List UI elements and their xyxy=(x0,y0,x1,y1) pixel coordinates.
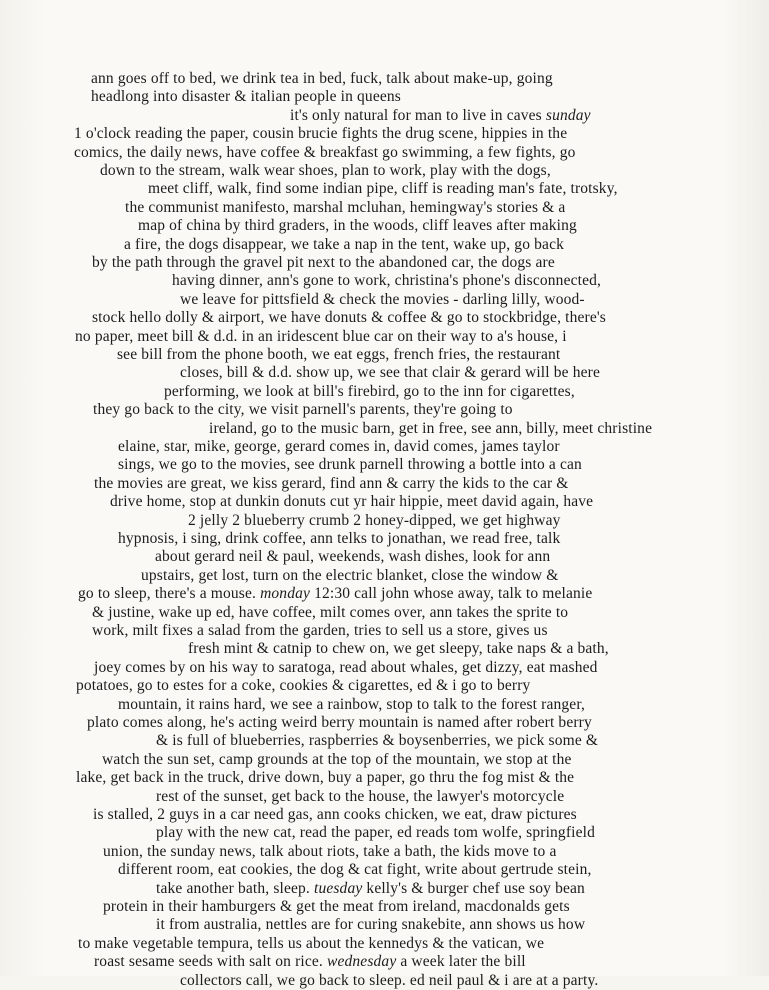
poem-line: 1 o'clock reading the paper, cousin brucie fights the drug scene, hippies in the xyxy=(74,125,568,143)
poem-line: ireland, go to the music barn, get in free, see ann, billy, meet christine xyxy=(209,419,653,437)
poem-line: down to the stream, walk wear shoes, plan to work, play with the dogs, xyxy=(100,162,551,179)
poem-line: lake, get back in the truck, drive down, buy a paper, go thru the fog mist & the xyxy=(76,769,575,787)
poem-line: a fire, the dogs disappear, we take a nap in the tent, wake up, go back xyxy=(124,235,564,253)
poem-line: headlong into disaster & italian people in queens xyxy=(91,88,401,106)
poem-line: joey comes by on his way to saratoga, read about whales, get dizzy, eat mashed xyxy=(94,658,598,676)
poem-line: drive home, stop at dunkin donuts cut yr hair hippie, meet david again, have xyxy=(110,493,594,511)
poem-line: comics, the daily news, have coffee & breakfast go swimming, a few fights, go xyxy=(74,143,576,161)
poem-line: the communist manifesto, marshal mcluhan, hemingway's stories & a xyxy=(125,198,566,216)
poem-line: work, milt fixes a salad from the garden, tries to sell us a store, gives us xyxy=(92,622,548,639)
poem-line: map of china by third graders, in the woods, cliff leaves after making xyxy=(138,217,577,235)
poem-line: upstairs, get lost, turn on the electric blanket, close the window & xyxy=(141,566,559,584)
poem-line: union, the sunday news, talk about riots, take a bath, the kids move to a xyxy=(103,842,557,860)
poem-line: meet cliff, walk, find some indian pipe, cliff is reading man's fate, trotsky, xyxy=(148,180,618,198)
poem-line: the movies are great, we kiss gerard, find ann & carry the kids to the car & xyxy=(94,474,569,492)
poem-line: fresh mint & catnip to chew on, we get sleepy, take naps & a bath, xyxy=(188,640,609,658)
poem-line: watch the sun set, camp grounds at the top of the mountain, we stop at the xyxy=(102,750,572,768)
poem-line: hypnosis, i sing, drink coffee, ann telks to jonathan, we read free, talk xyxy=(118,530,561,547)
poem-line: they go back to the city, we visit parnell's parents, they're going to xyxy=(93,401,513,419)
poem-line: & is full of blueberries, raspberries & boysenberries, we pick some & xyxy=(156,732,599,750)
poem-line: we leave for pittsfield & check the movies - darling lilly, wood- xyxy=(180,290,585,308)
poem-line: different room, eat cookies, the dog & cat fight, write about gertrude stein, xyxy=(118,861,592,879)
poem-line: performing, we look at bill's firebird, go to the inn for cigarettes, xyxy=(164,382,575,400)
poem-line: collectors call, we go back to sleep. ed neil paul & i are at a party. xyxy=(180,971,599,989)
poem-line: it from australia, nettles are for curing snakebite, ann shows us how xyxy=(156,916,586,934)
poem-line: it's only natural for man to live in caves sunday xyxy=(290,106,591,124)
poem-line: closes, bill & d.d. show up, we see that clair & gerard will be here xyxy=(180,364,600,382)
poem-line: protein in their hamburgers & get the meat from ireland, macdonalds gets xyxy=(103,898,570,915)
poem-line: having dinner, ann's gone to work, christina's phone's disconnected, xyxy=(172,272,602,290)
poem-line: go to sleep, there's a mouse. monday 12:30 call john whose away, talk to melanie xyxy=(78,585,593,603)
poem-line: rest of the sunset, get back to the house, the lawyer's motorcycle xyxy=(156,787,565,805)
poem-line: ann goes off to bed, we drink tea in bed, fuck, talk about make-up, going xyxy=(91,70,553,87)
poem-line: stock hello dolly & airport, we have donuts & coffee & go to stockbridge, there's xyxy=(92,309,606,327)
poem-line: take another bath, sleep. tuesday kelly's & burger chef use soy bean xyxy=(156,879,585,897)
poem-line: is stalled, 2 guys in a car need gas, ann cooks chicken, we eat, draw pictures xyxy=(93,806,577,823)
poem-line: & justine, wake up ed, have coffee, milt comes over, ann takes the sprite to xyxy=(92,603,569,621)
poem-line: elaine, star, mike, george, gerard comes in, david comes, james taylor xyxy=(118,438,560,455)
poem-line: plato comes along, he's acting weird berry mountain is named after robert berry xyxy=(87,714,592,731)
poem-line: potatoes, go to estes for a coke, cookies & cigarettes, ed & i go to berry xyxy=(76,677,531,695)
poem-line: by the path through the gravel pit next to the abandoned car, the dogs are xyxy=(92,254,555,271)
poem-line: no paper, meet bill & d.d. in an iridescent blue car on their way to a's house, i xyxy=(75,327,567,345)
poem-line: roast sesame seeds with salt on rice. wednesday a week later the bill xyxy=(94,953,526,971)
poem-line: to make vegetable tempura, tells us about the kennedys & the vatican, we xyxy=(78,934,545,952)
poem-line: about gerard neil & paul, weekends, wash dishes, look for ann xyxy=(155,548,551,566)
poem-line: mountain, it rains hard, we see a rainbow, stop to talk to the forest ranger, xyxy=(118,695,586,713)
poem-line: play with the new cat, read the paper, ed reads tom wolfe, springfield xyxy=(156,824,595,842)
poem-line: sings, we go to the movies, see drunk parnell throwing a bottle into a can xyxy=(118,456,582,474)
poem-line: see bill from the phone booth, we eat eggs, french fries, the restaurant xyxy=(117,346,561,363)
poem-line: 2 jelly 2 blueberry crumb 2 honey-dipped, we get highway xyxy=(188,511,561,529)
